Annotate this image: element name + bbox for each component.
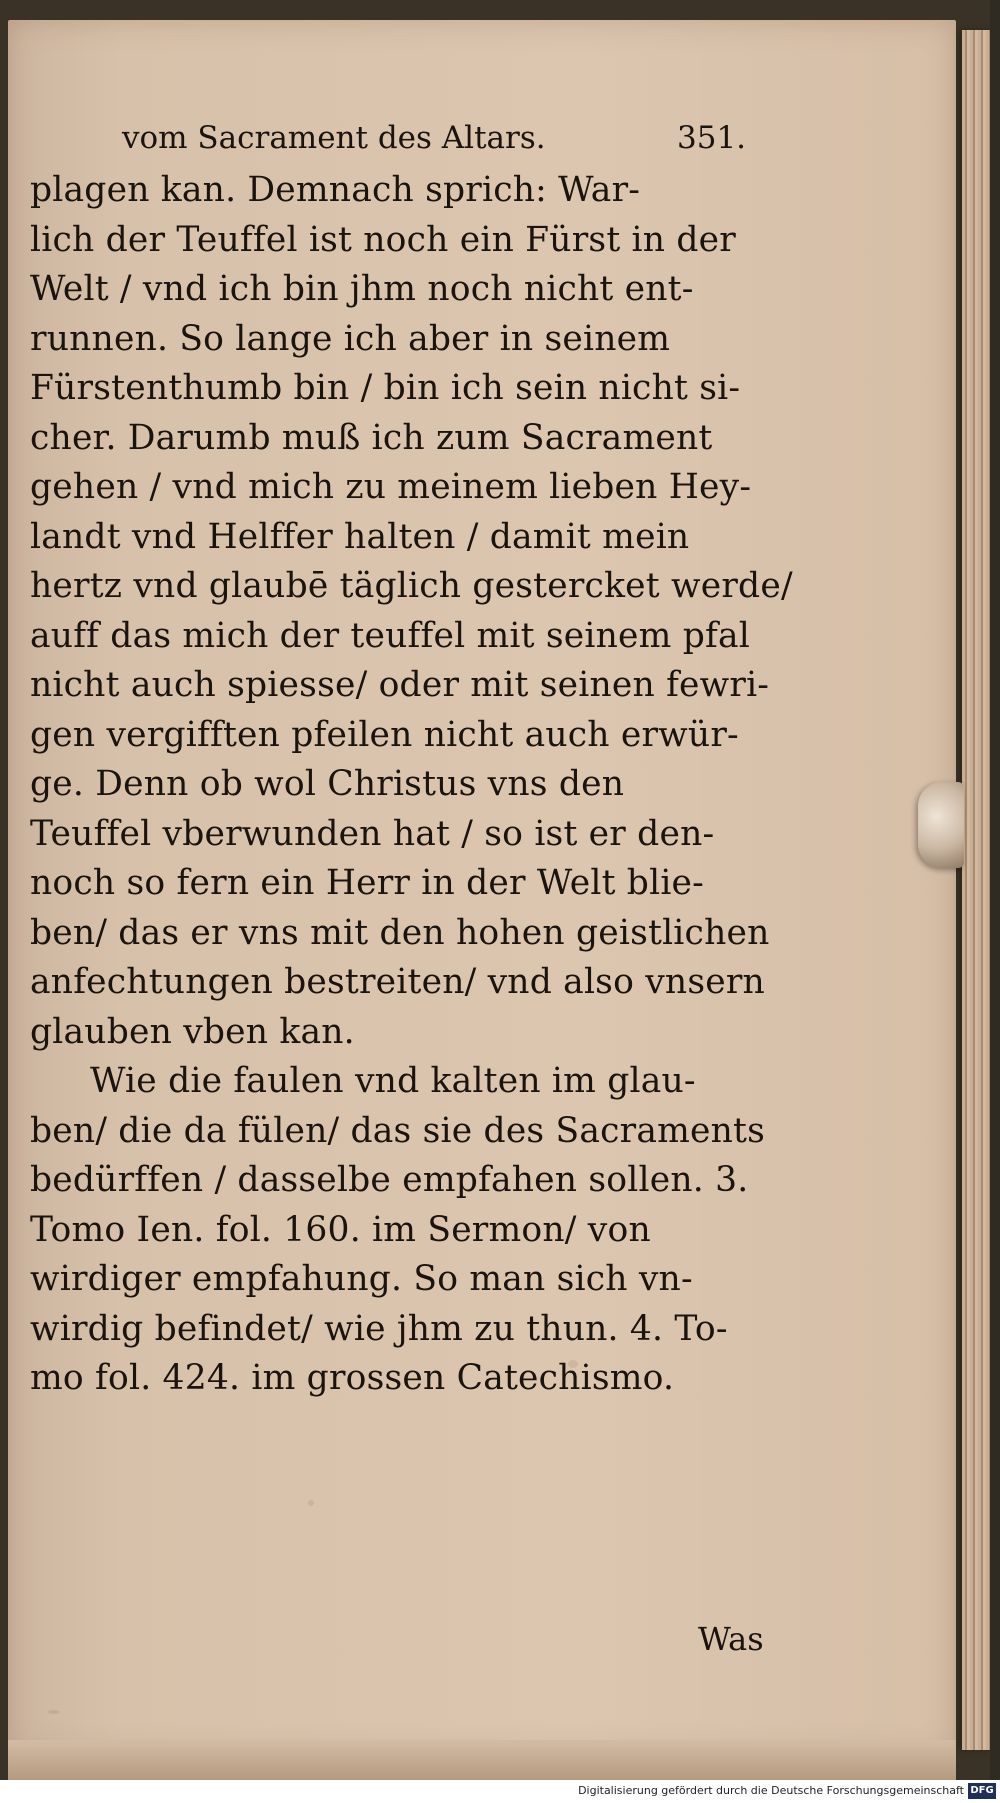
- dfg-logo[interactable]: DFG: [968, 1783, 996, 1799]
- text-line: glauben vben kan.: [30, 1011, 355, 1052]
- text-line: Wie die faulen vnd kalten im glau-: [90, 1061, 696, 1101]
- page-edges: [962, 30, 992, 1750]
- digitization-footer: [0, 1780, 1000, 1803]
- text-line: gen vergifften pfeilen nicht auch erwür-: [30, 714, 739, 755]
- text-line: cher. Darumb muß ich zum Sacrament: [30, 417, 713, 458]
- book-clasp: [918, 782, 964, 868]
- paper-spot: [308, 1500, 314, 1506]
- text-line: gehen / vnd mich zu meinem lieben Hey-: [30, 467, 752, 507]
- body-text: [30, 166, 793, 1404]
- text-line: landt vnd Helffer halten / damit mein: [30, 516, 690, 557]
- page-text: [30, 110, 793, 1658]
- text-line: Welt / vnd ich bin jhm noch nicht ent-: [30, 269, 694, 309]
- running-head: [122, 110, 790, 166]
- page-bottom-edge: [8, 1740, 956, 1780]
- text-line: anfechtungen bestreiten/ vnd also vnsern: [30, 962, 765, 1002]
- text-line: Teuffel vberwunden hat / so ist er den-: [30, 813, 715, 854]
- text-line: nicht auch spiesse/ oder mit seinen fewri-: [30, 665, 770, 705]
- funding-credit: Digitalisierung gefördert durch die Deutsche Forschungsgemeinschaft: [578, 1784, 964, 1797]
- text-line: plagen kan. Demnach sprich: War-: [30, 170, 641, 210]
- text-line: Fürstenthumb bin / bin ich sein nicht si-: [30, 368, 741, 408]
- text-line: auff das mich der teuffel mit seinem pfal: [30, 615, 750, 656]
- page-number: 351.: [677, 120, 747, 156]
- text-line: hertz vnd glaubē täglich gestercket werde/: [30, 566, 793, 606]
- text-line: ben/ das er vns mit den hohen geistlichen: [30, 912, 770, 953]
- running-head-title: vom Sacrament des Altars.: [122, 120, 546, 156]
- text-line: runnen. So lange ich aber in seinem: [30, 318, 671, 359]
- paper-spot: [48, 1710, 60, 1714]
- text-line: lich der Teuffel ist noch ein Fürst in der: [30, 219, 736, 260]
- text-line: bedürffen / dasselbe empfahen sollen. 3.: [30, 1160, 749, 1200]
- text-line: ben/ die da fülen/ das sie des Sacraments: [30, 1110, 766, 1151]
- text-line: wirdig befindet/ wie jhm zu thun. 4. To-: [30, 1308, 728, 1349]
- text-line: ge. Denn ob wol Christus vns den: [30, 764, 625, 804]
- text-line: mo fol. 424. im grossen Catechismo.: [30, 1358, 675, 1398]
- binding-strip: [990, 0, 1000, 1780]
- text-line: noch so fern ein Herr in der Welt blie-: [30, 863, 705, 903]
- catchword: Was: [698, 1620, 764, 1658]
- text-line: wirdiger empfahung. So man sich vn-: [30, 1259, 693, 1299]
- text-line: Tomo Ien. fol. 160. im Sermon/ von: [30, 1209, 651, 1250]
